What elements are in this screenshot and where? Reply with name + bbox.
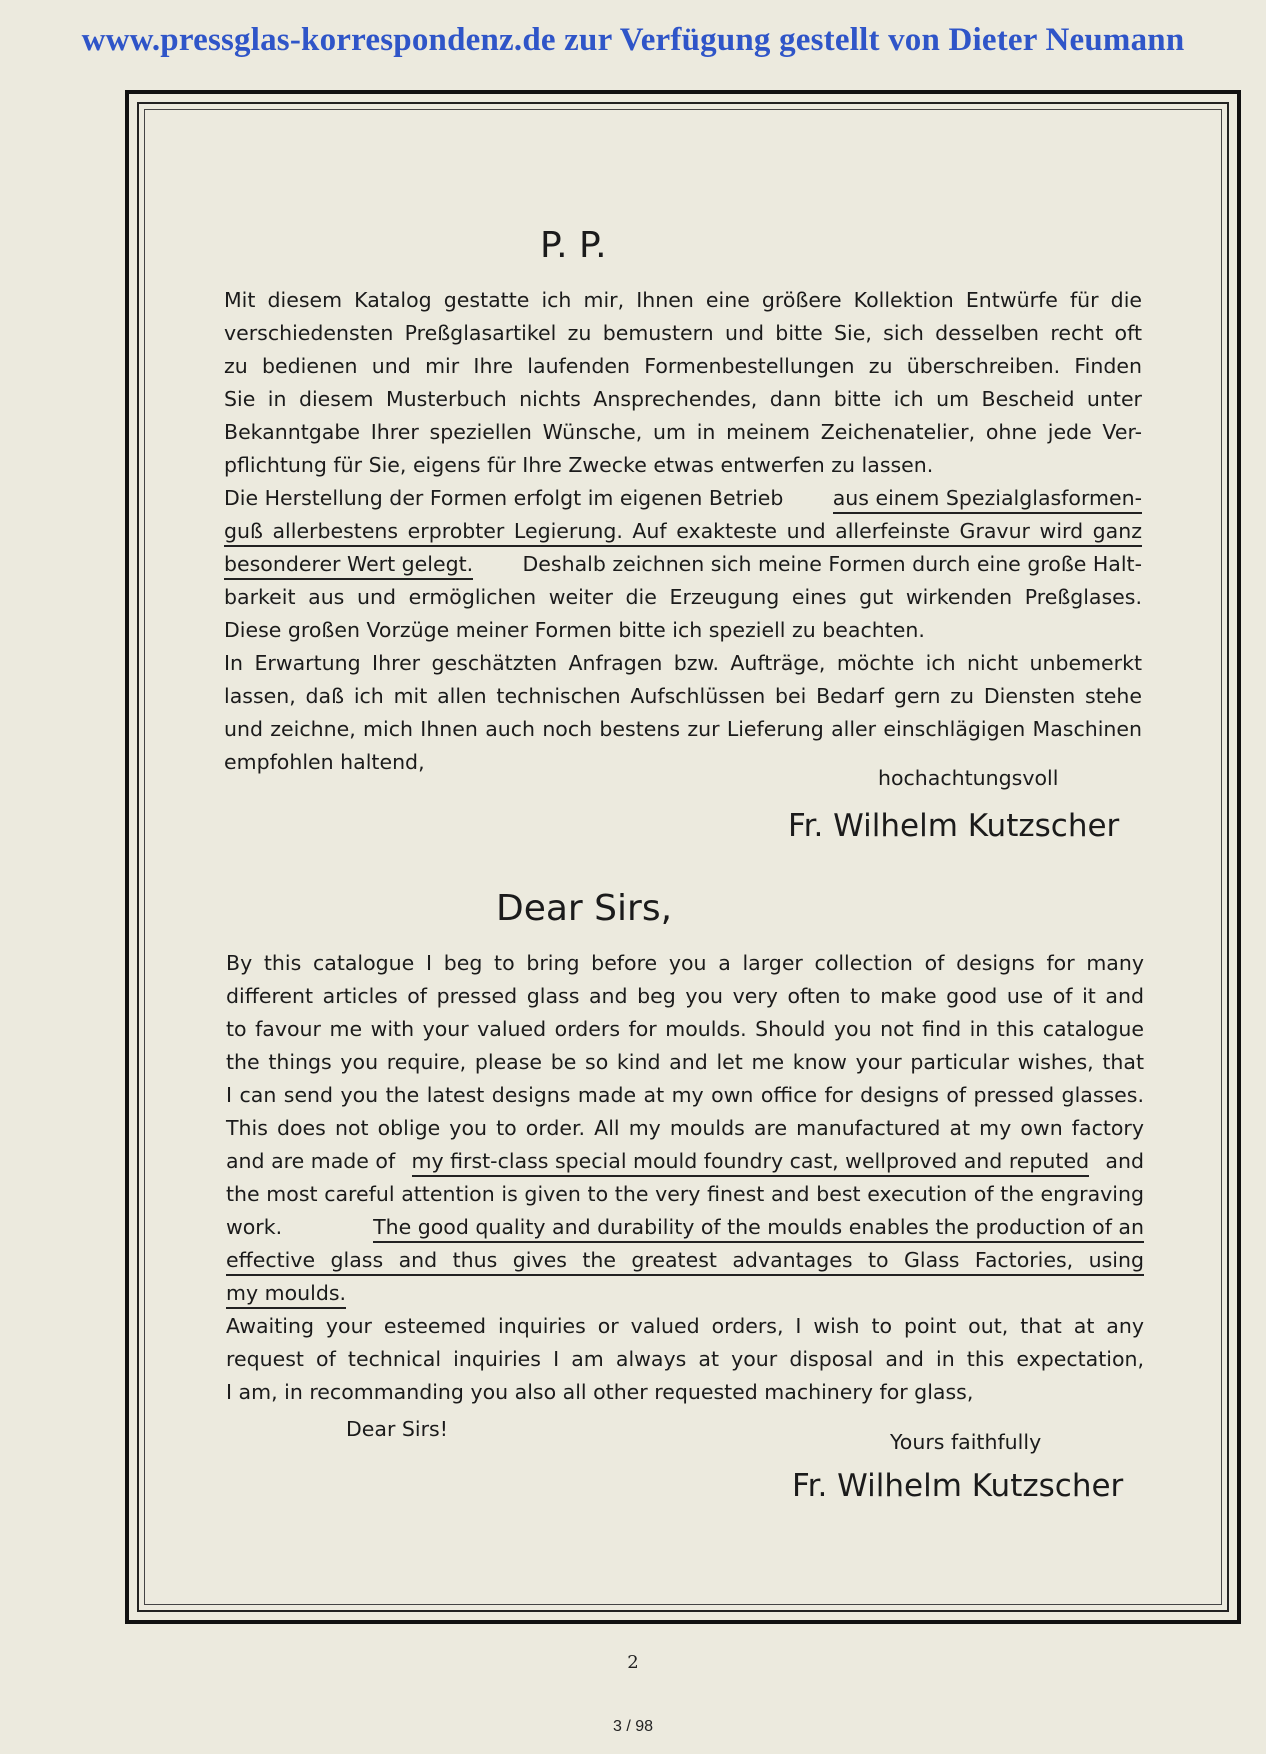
underlined-text: my moulds. [226, 1281, 346, 1309]
english-closing: Yours faithfully [890, 1430, 1042, 1454]
english-line: work. The good quality and durability of the moulds enables the production of an [226, 1215, 1144, 1243]
site-credit-header: www.pressglas-korrespondenz.de zur Verfügung gestellt von Dieter Neumann [81, 22, 1185, 58]
german-line: Die Herstellung der Formen erfolgt im eigenen Betrieb aus einem Spezialglasformen- [224, 486, 1142, 514]
german-line: barkeit aus und ermöglichen weiter die Erzeugung eines gut wirkenden Preßglases. [224, 585, 1142, 609]
english-line: different articles of pressed glass and beg you very often to make good use of it and [226, 984, 1144, 1008]
german-line: Sie in diesem Musterbuch nichts Ansprechendes, dann bitte ich um Bescheid unter [224, 387, 1142, 411]
english-line: I can send you the latest designs made at my own office for designs of pressed glasses. [226, 1083, 1144, 1107]
underlined-text: aus einem Spezialglasformen- [833, 486, 1142, 514]
underlined-text: effective glass and thus gives the greatest advantages to Glass Factories, using [226, 1248, 1144, 1276]
german-line: Diese großen Vorzüge meiner Formen bitte ich speziell zu beachten. [224, 618, 925, 642]
german-line: pflichtung für Sie, eigens für Ihre Zwecke etwas entwerfen zu lassen. [224, 453, 934, 477]
english-line: By this catalogue I beg to bring before you a larger collection of designs for many [226, 951, 1144, 975]
german-heading: P. P. [540, 225, 607, 266]
english-line: Awaiting your esteemed inquiries or valued orders, I wish to point out, that at any [226, 1314, 1144, 1338]
english-line: and are made of my first-class special mould foundry cast, wellproved and reputed and [226, 1149, 1144, 1177]
german-line: In Erwartung Ihrer geschätzten Anfragen bzw. Aufträge, möchte ich nicht unbemerkt [224, 651, 1142, 675]
german-line: besonderer Wert gelegt. Deshalb zeichnen sich meine Formen durch eine große Halt- [224, 552, 1142, 580]
english-salutation: Dear Sirs! [346, 1417, 448, 1441]
english-line: request of technical inquiries I am always at your disposal and in this expectation, [226, 1347, 1144, 1371]
english-line [226, 1281, 346, 1305]
english-line: the things you require, please be so kind and let me know your particular wishes, that [226, 1050, 1144, 1074]
german-line: und zeichne, mich Ihnen auch noch bestens zur Lieferung aller einschlägigen Maschinen [224, 717, 1142, 741]
english-line [226, 1248, 1144, 1272]
german-signature: Fr. Wilhelm Kutzscher [788, 808, 1120, 844]
underlined-text: my first-class special mould foundry cast, wellproved and reputed [412, 1149, 1090, 1177]
german-line: verschiedensten Preßglasartikel zu bemustern und bitte Sie, sich desselben recht oft [224, 321, 1142, 345]
german-line: zu bedienen und mir Ihre laufenden Formenbestellungen zu überschreiben. Finden [224, 354, 1142, 378]
german-line [224, 519, 1142, 543]
german-line: Bekanntgabe Ihrer speziellen Wünsche, um in meinem Zeichenatelier, ohne jede Ver- [224, 420, 1142, 444]
page-number: 2 [627, 1652, 639, 1673]
english-line: the most careful attention is given to the very finest and best execution of the engraving [226, 1182, 1144, 1206]
german-line: lassen, daß ich mit allen technischen Aufschlüssen bei Bedarf gern zu Diensten stehe [224, 684, 1142, 708]
underlined-text: guß allerbestens erprobter Legierung. Auf exakteste und allerfeinste Gravur wird ganz [224, 519, 1142, 547]
english-line: This does not oblige you to order. All my moulds are manufactured at my own factory [226, 1116, 1144, 1140]
german-line: Mit diesem Katalog gestatte ich mir, Ihnen eine größere Kollektion Entwürfe für die [224, 288, 1142, 312]
german-line: empfohlen haltend, [224, 750, 425, 774]
underlined-text: The good quality and durability of the moulds enables the production of an [373, 1215, 1144, 1243]
page-counter: 3 / 98 [612, 1718, 654, 1735]
english-line: I am, in recommanding you also all other requested machinery for glass, [226, 1380, 974, 1404]
german-closing: hochachtungsvoll [878, 766, 1059, 790]
underlined-text: besonderer Wert gelegt. [224, 552, 473, 580]
english-line: to favour me with your valued orders for moulds. Should you not find in this catalogue [226, 1017, 1144, 1041]
english-heading: Dear Sirs, [496, 888, 673, 929]
english-signature: Fr. Wilhelm Kutzscher [792, 1468, 1124, 1504]
